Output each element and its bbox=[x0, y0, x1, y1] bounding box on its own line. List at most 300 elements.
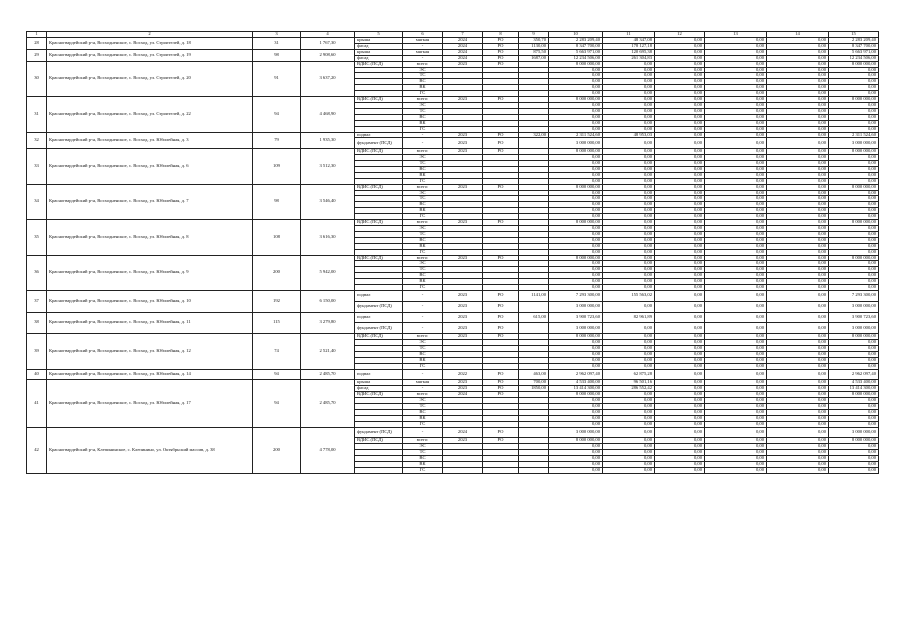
fund-cell: 0,00 bbox=[767, 126, 829, 132]
volume-cell: 1687,00 bbox=[519, 55, 549, 61]
cost-cell: 0,00 bbox=[549, 467, 603, 473]
fund-cell: 0,00 bbox=[767, 172, 829, 178]
unit-cost-cell: 0,00 bbox=[603, 67, 655, 73]
work-type-cell: ВДИС (ПСД) bbox=[355, 184, 403, 190]
volume-cell: 322,00 bbox=[519, 132, 549, 138]
cost-cell: 0,00 bbox=[549, 79, 603, 85]
work-type-cell: крыша bbox=[355, 38, 403, 44]
area-cell: 3 512,30 bbox=[301, 149, 355, 184]
apartments-count-cell: 109 bbox=[253, 149, 301, 184]
year-cell: 2023 bbox=[443, 323, 483, 334]
row-number-cell: 36 bbox=[27, 255, 47, 290]
cost-cell: 0,00 bbox=[549, 85, 603, 91]
fund-cell: 0,00 bbox=[655, 301, 705, 312]
work-subtype-cell: ВК bbox=[403, 357, 443, 363]
cost-cell: 0,00 bbox=[549, 114, 603, 120]
source-cell: РО bbox=[483, 427, 519, 438]
work-type-cell bbox=[355, 467, 403, 473]
fund-cell: 0,00 bbox=[705, 73, 767, 79]
apartments-count-cell: 108 bbox=[253, 220, 301, 255]
source-cell: РО bbox=[483, 97, 519, 103]
total-cell: 8 000 000,00 bbox=[829, 255, 879, 261]
work-type-cell: ВДИС (ПСД) bbox=[355, 220, 403, 226]
work-subtype-cell: - bbox=[403, 323, 443, 334]
cost-cell: 0,00 bbox=[549, 91, 603, 97]
total-cell: 0,00 bbox=[829, 79, 879, 85]
work-type-cell: фундамент (ПСД) bbox=[355, 323, 403, 334]
col-header: 6 bbox=[403, 32, 443, 38]
unit-cost-cell: 0,00 bbox=[603, 120, 655, 126]
fund-cell: 0,00 bbox=[767, 55, 829, 61]
fund-cell: 0,00 bbox=[705, 255, 767, 261]
total-cell: 0,00 bbox=[829, 261, 879, 267]
fund-cell: 0,00 bbox=[655, 178, 705, 184]
work-type-cell: ВДИС (ПСД) bbox=[355, 149, 403, 155]
unit-cost-cell: 82 961,89 bbox=[603, 312, 655, 323]
unit-cost-cell: 0,00 bbox=[603, 421, 655, 427]
cost-cell: 0,00 bbox=[549, 225, 603, 231]
work-subtype-cell: всего: bbox=[403, 61, 443, 67]
work-subtype-cell: - bbox=[403, 369, 443, 380]
fund-cell: 0,00 bbox=[705, 334, 767, 340]
source-cell: РО bbox=[483, 392, 519, 398]
unit-cost-cell: 48 953,03 bbox=[603, 132, 655, 138]
volume-cell: 875,50 bbox=[519, 49, 549, 55]
fund-cell: 0,00 bbox=[655, 267, 705, 273]
unit-cost-cell: 0,00 bbox=[603, 97, 655, 103]
year-cell: 2023 bbox=[443, 97, 483, 103]
apartments-count-cell: 192 bbox=[253, 290, 301, 312]
fund-cell: 0,00 bbox=[705, 409, 767, 415]
apartments-count-cell: 200 bbox=[253, 255, 301, 290]
fund-cell: 0,00 bbox=[767, 43, 829, 49]
fund-cell: 0,00 bbox=[705, 273, 767, 279]
work-subtype-cell: мягкая bbox=[403, 49, 443, 55]
fund-cell: 0,00 bbox=[705, 214, 767, 220]
fund-cell: 0,00 bbox=[705, 392, 767, 398]
fund-cell: 0,00 bbox=[767, 450, 829, 456]
cost-cell: 3 000 000,00 bbox=[549, 301, 603, 312]
area-cell: 3 616,30 bbox=[301, 220, 355, 255]
col-header: 10 bbox=[549, 32, 603, 38]
unit-cost-cell: 0,00 bbox=[603, 462, 655, 468]
cost-cell: 0,00 bbox=[549, 161, 603, 167]
cost-cell: 8 000 000,00 bbox=[549, 97, 603, 103]
address-cell: Красногвардейский р-н, Восходненское, с. Восход, ул. Юбилейная, д. 11 bbox=[47, 312, 253, 334]
unit-cost-cell: 0,00 bbox=[603, 409, 655, 415]
fund-cell: 0,00 bbox=[655, 312, 705, 323]
cost-cell: 0,00 bbox=[549, 444, 603, 450]
fund-cell: 0,00 bbox=[767, 166, 829, 172]
fund-cell: 0,00 bbox=[767, 334, 829, 340]
source-cell: РО bbox=[483, 184, 519, 190]
fund-cell: 0,00 bbox=[767, 97, 829, 103]
cost-cell: 0,00 bbox=[549, 363, 603, 369]
unit-cost-cell: 0,00 bbox=[603, 273, 655, 279]
fund-cell: 0,00 bbox=[767, 369, 829, 380]
fund-cell: 0,00 bbox=[705, 61, 767, 67]
apartments-count-cell: 31 bbox=[253, 38, 301, 50]
total-cell: 0,00 bbox=[829, 279, 879, 285]
cost-cell: 8 000 000,00 bbox=[549, 220, 603, 226]
year-cell: 2023 bbox=[443, 380, 483, 386]
address-cell: Красногвардейский р-н, Восходненское, с. Восход, ул. Юбилейная, д. 3 bbox=[47, 132, 253, 149]
fund-cell: 0,00 bbox=[767, 196, 829, 202]
cost-cell: 8 000 000,00 bbox=[549, 438, 603, 444]
unit-cost-cell: 0,00 bbox=[603, 149, 655, 155]
volume-cell: 1141,00 bbox=[519, 290, 549, 301]
unit-cost-cell: 120 695,38 bbox=[603, 49, 655, 55]
cost-cell: 13 414 300,00 bbox=[549, 386, 603, 392]
fund-cell: 0,00 bbox=[655, 49, 705, 55]
total-cell: 8 000 000,00 bbox=[829, 334, 879, 340]
fund-cell: 0,00 bbox=[655, 444, 705, 450]
cost-cell: 0,00 bbox=[549, 261, 603, 267]
cost-cell: 0,00 bbox=[549, 166, 603, 172]
work-subtype-cell: всего: bbox=[403, 97, 443, 103]
cost-cell: 3 000 000,00 bbox=[549, 323, 603, 334]
fund-cell: 0,00 bbox=[705, 114, 767, 120]
unit-cost-cell: 0,00 bbox=[603, 404, 655, 410]
area-cell: 4 468,90 bbox=[301, 97, 355, 132]
total-cell: 0,00 bbox=[829, 155, 879, 161]
fund-cell: 0,00 bbox=[705, 345, 767, 351]
unit-cost-cell: 261 304,83 bbox=[603, 55, 655, 61]
cost-cell: 0,00 bbox=[549, 456, 603, 462]
volume-cell bbox=[519, 323, 549, 334]
work-subtype-cell: - bbox=[403, 132, 443, 138]
unit-cost-cell: 48 347,08 bbox=[603, 38, 655, 44]
fund-cell: 0,00 bbox=[767, 79, 829, 85]
work-subtype-cell: ЭС bbox=[403, 340, 443, 346]
work-subtype-cell: ЭС bbox=[403, 444, 443, 450]
cost-cell: 0,00 bbox=[549, 404, 603, 410]
apartments-count-cell: 115 bbox=[253, 312, 301, 334]
fund-cell: 0,00 bbox=[655, 208, 705, 214]
year-cell: 2024 bbox=[443, 49, 483, 55]
source-cell: РО bbox=[483, 132, 519, 138]
fund-cell: 0,00 bbox=[705, 438, 767, 444]
fund-cell: 0,00 bbox=[705, 462, 767, 468]
fund-cell: 0,00 bbox=[767, 132, 829, 138]
fund-cell: 0,00 bbox=[655, 108, 705, 114]
unit-cost-cell: 0,00 bbox=[603, 351, 655, 357]
fund-cell: 0,00 bbox=[655, 392, 705, 398]
volume-cell: 1850,00 bbox=[519, 386, 549, 392]
address-cell: Красногвардейский р-н, Восходненское, с. Восход, ул. Строителей, д. 20 bbox=[47, 61, 253, 96]
work-subtype-cell: ЭС bbox=[403, 261, 443, 267]
fund-cell: 0,00 bbox=[705, 67, 767, 73]
fund-cell: 0,00 bbox=[767, 231, 829, 237]
address-cell: Красногвардейский р-н, Восходненское, с. Восход, ул. Юбилейная, д. 12 bbox=[47, 334, 253, 369]
unit-cost-cell: 155 563,02 bbox=[603, 290, 655, 301]
fund-cell: 0,00 bbox=[705, 184, 767, 190]
unit-cost-cell: 0,00 bbox=[603, 172, 655, 178]
work-subtype-cell: ЭС bbox=[403, 155, 443, 161]
fund-cell: 0,00 bbox=[655, 261, 705, 267]
unit-cost-cell: 0,00 bbox=[603, 208, 655, 214]
cost-cell: 2 962 097,40 bbox=[549, 369, 603, 380]
cost-cell: 8 000 000,00 bbox=[549, 392, 603, 398]
cost-cell: 3 900 723,60 bbox=[549, 312, 603, 323]
fund-cell: 0,00 bbox=[705, 415, 767, 421]
cost-cell: 0,00 bbox=[549, 231, 603, 237]
area-cell: 2 521,40 bbox=[301, 334, 355, 369]
fund-cell: 0,00 bbox=[705, 427, 767, 438]
fund-cell: 0,00 bbox=[655, 85, 705, 91]
fund-cell: 0,00 bbox=[705, 126, 767, 132]
cost-cell: 4 533 400,00 bbox=[549, 380, 603, 386]
volume-cell: 700,00 bbox=[519, 380, 549, 386]
source-cell: РО bbox=[483, 138, 519, 149]
work-type-cell: фасад bbox=[355, 55, 403, 61]
fund-cell: 0,00 bbox=[767, 225, 829, 231]
row-number-cell: 32 bbox=[27, 132, 47, 149]
work-subtype-cell: ТС bbox=[403, 404, 443, 410]
work-subtype-cell: всего: bbox=[403, 438, 443, 444]
address-cell: Красногвардейский р-н, Клепининское, с. Клепинино, ул. Октябрьский массив, д. 38 bbox=[47, 427, 253, 473]
fund-cell: 0,00 bbox=[705, 91, 767, 97]
source-cell: РО bbox=[483, 369, 519, 380]
fund-cell: 0,00 bbox=[655, 102, 705, 108]
cost-cell: 0,00 bbox=[549, 126, 603, 132]
fund-cell: 0,00 bbox=[767, 351, 829, 357]
row-number-cell: 41 bbox=[27, 380, 47, 427]
row-number-cell: 29 bbox=[27, 49, 47, 61]
cost-cell: 0,00 bbox=[549, 357, 603, 363]
work-subtype-cell: ЭС bbox=[403, 398, 443, 404]
total-cell: 0,00 bbox=[829, 243, 879, 249]
fund-cell: 0,00 bbox=[705, 49, 767, 55]
unit-cost-cell: 0,00 bbox=[603, 225, 655, 231]
unit-cost-cell: 0,00 bbox=[603, 190, 655, 196]
cost-cell: 8 000 000,00 bbox=[549, 334, 603, 340]
total-cell: 5 663 971,00 bbox=[829, 49, 879, 55]
total-cell: 0,00 bbox=[829, 249, 879, 255]
cost-cell: 0,00 bbox=[549, 351, 603, 357]
area-cell: 4 778,00 bbox=[301, 427, 355, 473]
fund-cell: 0,00 bbox=[655, 38, 705, 44]
total-cell: 8 000 000,00 bbox=[829, 220, 879, 226]
cost-cell: 0,00 bbox=[549, 237, 603, 243]
fund-cell: 0,00 bbox=[705, 155, 767, 161]
fund-cell: 0,00 bbox=[767, 243, 829, 249]
unit-cost-cell: 0,00 bbox=[603, 102, 655, 108]
total-cell: 0,00 bbox=[829, 345, 879, 351]
total-cell: 0,00 bbox=[829, 398, 879, 404]
fund-cell: 0,00 bbox=[767, 340, 829, 346]
table-row bbox=[27, 427, 879, 438]
fund-cell: 0,00 bbox=[767, 279, 829, 285]
cost-cell: 0,00 bbox=[549, 421, 603, 427]
unit-cost-cell: 0,00 bbox=[603, 279, 655, 285]
fund-cell: 0,00 bbox=[705, 97, 767, 103]
year-cell: 2024 bbox=[443, 392, 483, 398]
fund-cell: 0,00 bbox=[655, 43, 705, 49]
source-cell: РО bbox=[483, 290, 519, 301]
table-row bbox=[27, 312, 879, 323]
work-subtype-cell: ЭС bbox=[403, 102, 443, 108]
cost-cell: 0,00 bbox=[549, 196, 603, 202]
total-cell: 0,00 bbox=[829, 363, 879, 369]
fund-cell: 0,00 bbox=[767, 386, 829, 392]
total-cell: 0,00 bbox=[829, 237, 879, 243]
fund-cell: 0,00 bbox=[655, 120, 705, 126]
unit-cost-cell: 0,00 bbox=[603, 340, 655, 346]
fund-cell: 0,00 bbox=[705, 138, 767, 149]
fund-cell: 0,00 bbox=[767, 357, 829, 363]
source-cell: РО bbox=[483, 312, 519, 323]
work-subtype-cell: - bbox=[403, 138, 443, 149]
fund-cell: 0,00 bbox=[655, 409, 705, 415]
work-subtype-cell: ВС bbox=[403, 351, 443, 357]
address-cell: Красногвардейский р-н, Восходненское, с. Восход, ул. Юбилейная, д. 10 bbox=[47, 290, 253, 312]
fund-cell: 0,00 bbox=[655, 225, 705, 231]
fund-cell: 0,00 bbox=[655, 345, 705, 351]
fund-cell: 0,00 bbox=[705, 38, 767, 44]
area-cell: 5 942,00 bbox=[301, 255, 355, 290]
work-subtype-cell: ВС bbox=[403, 166, 443, 172]
fund-cell: 0,00 bbox=[705, 120, 767, 126]
work-type-cell: ВДИС (ПСД) bbox=[355, 61, 403, 67]
fund-cell: 0,00 bbox=[767, 290, 829, 301]
unit-cost-cell: 0,00 bbox=[603, 444, 655, 450]
fund-cell: 0,00 bbox=[655, 273, 705, 279]
fund-cell: 0,00 bbox=[767, 404, 829, 410]
work-type-cell: подвал bbox=[355, 132, 403, 138]
fund-cell: 0,00 bbox=[767, 456, 829, 462]
total-cell: 0,00 bbox=[829, 404, 879, 410]
document-page bbox=[26, 31, 878, 474]
apartments-count-cell: 98 bbox=[253, 184, 301, 219]
cost-cell: 8 347 700,00 bbox=[549, 43, 603, 49]
work-subtype-cell: ВК bbox=[403, 279, 443, 285]
total-cell: 3 000 000,00 bbox=[829, 323, 879, 334]
fund-cell: 0,00 bbox=[767, 345, 829, 351]
unit-cost-cell: 0,00 bbox=[603, 363, 655, 369]
fund-cell: 0,00 bbox=[655, 450, 705, 456]
cost-cell: 0,00 bbox=[549, 340, 603, 346]
total-cell: 13 414 300,00 bbox=[829, 386, 879, 392]
total-cell: 3 000 000,00 bbox=[829, 138, 879, 149]
fund-cell: 0,00 bbox=[767, 85, 829, 91]
total-cell: 0,00 bbox=[829, 73, 879, 79]
fund-cell: 0,00 bbox=[767, 323, 829, 334]
year-cell: 2023 bbox=[443, 149, 483, 155]
source-cell: РО bbox=[483, 49, 519, 55]
unit-cost-cell: 0,00 bbox=[603, 261, 655, 267]
cost-cell: 3 000 000,00 bbox=[549, 138, 603, 149]
fund-cell: 0,00 bbox=[655, 467, 705, 473]
address-cell: Красногвардейский р-н, Восходненское, с. Восход, ул. Строителей, д. 19 bbox=[47, 49, 253, 61]
work-subtype-cell: ВС bbox=[403, 409, 443, 415]
col-header: 1 bbox=[27, 32, 47, 38]
year-cell bbox=[443, 467, 483, 473]
total-cell: 8 000 000,00 bbox=[829, 392, 879, 398]
address-cell: Красногвардейский р-н, Восходненское, с. Восход, ул. Юбилейная, д. 8 bbox=[47, 220, 253, 255]
area-cell: 1 767,30 bbox=[301, 38, 355, 50]
area-cell: 3 637,20 bbox=[301, 61, 355, 96]
fund-cell: 0,00 bbox=[705, 323, 767, 334]
cost-cell: 0,00 bbox=[549, 67, 603, 73]
work-subtype-cell: ЭС bbox=[403, 67, 443, 73]
cost-cell: 0,00 bbox=[549, 172, 603, 178]
col-header: 13 bbox=[705, 32, 767, 38]
fund-cell: 0,00 bbox=[767, 202, 829, 208]
total-cell: 0,00 bbox=[829, 202, 879, 208]
total-cell: 0,00 bbox=[829, 126, 879, 132]
area-cell: 3 546,40 bbox=[301, 184, 355, 219]
cost-cell: 0,00 bbox=[549, 243, 603, 249]
apartments-count-cell: 91 bbox=[253, 61, 301, 96]
fund-cell: 0,00 bbox=[705, 340, 767, 346]
cost-cell: 8 000 000,00 bbox=[549, 255, 603, 261]
cost-cell: 0,00 bbox=[549, 273, 603, 279]
work-type-cell: подвал bbox=[355, 369, 403, 380]
fund-cell: 0,00 bbox=[705, 237, 767, 243]
col-header: 9 bbox=[519, 32, 549, 38]
total-cell: 2 962 097,40 bbox=[829, 369, 879, 380]
row-number-cell: 30 bbox=[27, 61, 47, 96]
source-cell: РО bbox=[483, 38, 519, 44]
source-cell: РО bbox=[483, 386, 519, 392]
work-subtype-cell: - bbox=[403, 386, 443, 392]
fund-cell: 0,00 bbox=[655, 190, 705, 196]
row-number-cell: 33 bbox=[27, 149, 47, 184]
total-cell: 7 293 300,00 bbox=[829, 290, 879, 301]
total-cell: 0,00 bbox=[829, 161, 879, 167]
fund-cell: 0,00 bbox=[767, 155, 829, 161]
unit-cost-cell: 0,00 bbox=[603, 214, 655, 220]
fund-cell: 0,00 bbox=[705, 43, 767, 49]
fund-cell: 0,00 bbox=[655, 184, 705, 190]
fund-cell: 0,00 bbox=[767, 255, 829, 261]
total-cell: 8 000 000,00 bbox=[829, 184, 879, 190]
source-cell: РО bbox=[483, 301, 519, 312]
total-cell: 0,00 bbox=[829, 114, 879, 120]
total-cell: 3 000 000,00 bbox=[829, 427, 879, 438]
work-type-cell: фасад bbox=[355, 386, 403, 392]
fund-cell: 0,00 bbox=[655, 202, 705, 208]
volume-cell: 1130,00 bbox=[519, 43, 549, 49]
source-cell: РО bbox=[483, 323, 519, 334]
address-cell: Красногвардейский р-н, Восходненское, с. Восход, ул. Строителей, д. 18 bbox=[47, 38, 253, 50]
area-cell: 2 485,70 bbox=[301, 380, 355, 427]
total-cell: 0,00 bbox=[829, 214, 879, 220]
work-subtype-cell: ТС bbox=[403, 161, 443, 167]
fund-cell: 0,00 bbox=[705, 220, 767, 226]
work-subtype-cell: ТС bbox=[403, 73, 443, 79]
total-cell: 0,00 bbox=[829, 208, 879, 214]
unit-cost-cell: 0,00 bbox=[603, 114, 655, 120]
address-cell: Красногвардейский р-н, Восходненское, с. Восход, ул. Юбилейная, д. 9 bbox=[47, 255, 253, 290]
work-subtype-cell: ВК bbox=[403, 85, 443, 91]
cost-cell: 2 311 524,60 bbox=[549, 132, 603, 138]
total-cell: 0,00 bbox=[829, 108, 879, 114]
source-cell: РО bbox=[483, 380, 519, 386]
row-number-cell: 35 bbox=[27, 220, 47, 255]
work-type-cell: ВДИС (ПСД) bbox=[355, 392, 403, 398]
total-cell: 12 234 506,00 bbox=[829, 55, 879, 61]
year-cell: 2023 bbox=[443, 386, 483, 392]
work-subtype-cell: всего: bbox=[403, 184, 443, 190]
row-number-cell: 31 bbox=[27, 97, 47, 132]
unit-cost-cell: 0,00 bbox=[603, 85, 655, 91]
total-cell: 3 000 000,00 bbox=[829, 301, 879, 312]
apartments-count-cell: 94 bbox=[253, 380, 301, 427]
cost-cell: 0,00 bbox=[549, 102, 603, 108]
year-cell: 2023 bbox=[443, 290, 483, 301]
